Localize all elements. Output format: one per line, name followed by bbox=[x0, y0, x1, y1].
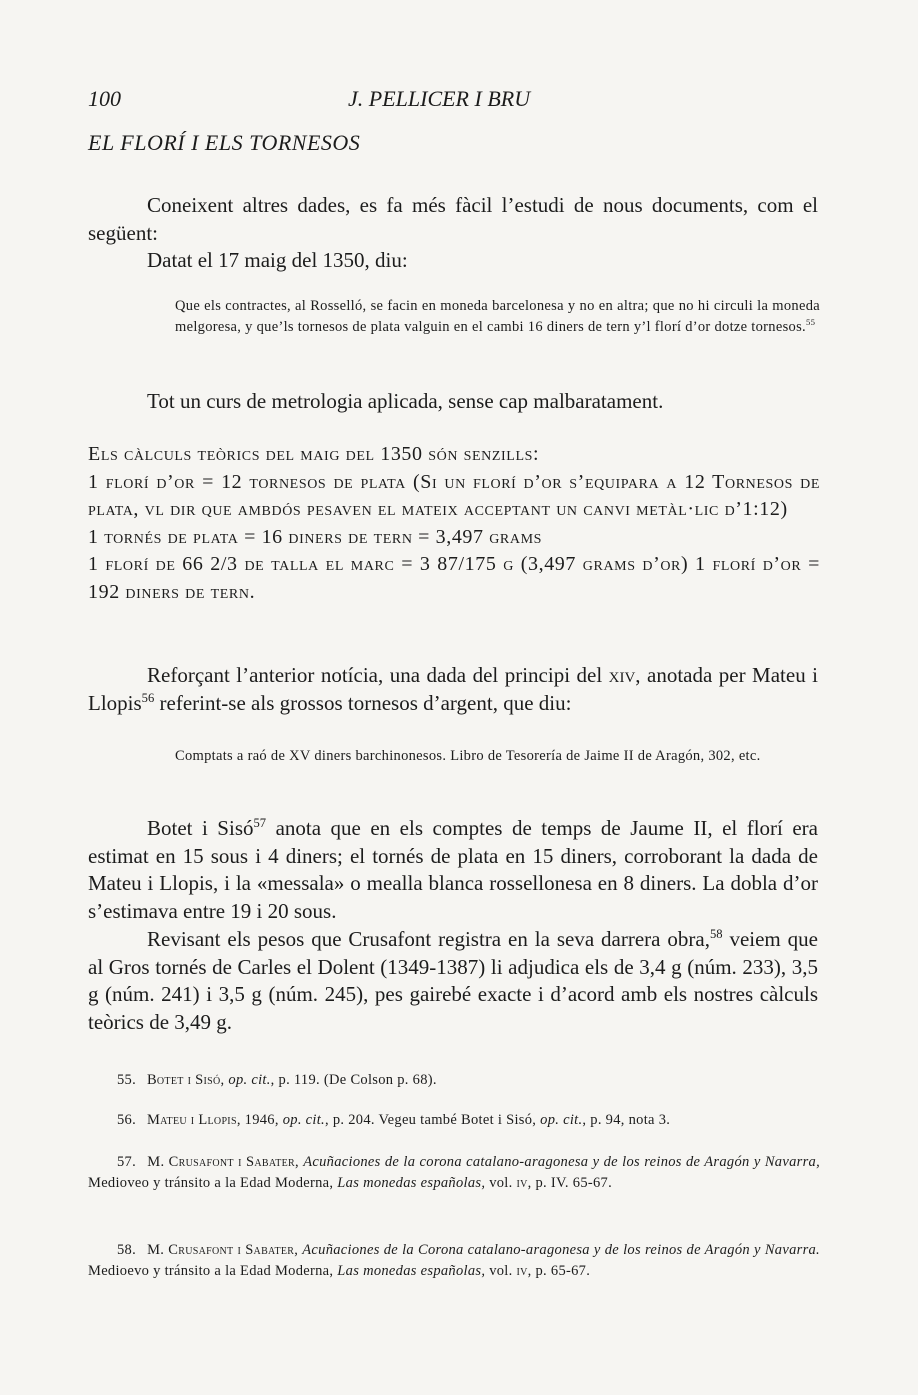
footnote-volume: iv bbox=[516, 1262, 528, 1279]
footnote-label: 55. bbox=[117, 1072, 137, 1088]
footnote-series: Las monedas españolas, bbox=[337, 1174, 486, 1191]
footnote-title: Acuñaciones de la corona catalano-aragonesa y de los reinos de Aragón y Navarra, bbox=[303, 1154, 820, 1170]
footnote-op-cit: op. cit. bbox=[540, 1112, 583, 1128]
footnote-text: , p. IV. 65-67. bbox=[527, 1174, 613, 1191]
intro-block bbox=[88, 192, 818, 275]
footnote-initial: M. bbox=[147, 1242, 169, 1258]
section-title: EL FLORÍ I ELS TORNESOS bbox=[88, 130, 361, 155]
footnote-text: Medioevo y tránsito a la Edad Moderna, bbox=[88, 1262, 338, 1279]
para-2-text-a: Reforçant l’anterior notícia, una dada del principi del bbox=[147, 663, 609, 687]
footnote-ref-58: 58 bbox=[709, 927, 723, 941]
para-4-text-a: Revisant els pesos que Crusafont registra en la seva darrera obra, bbox=[147, 927, 710, 951]
footnote-57 bbox=[88, 1152, 820, 1193]
footnote-volume: iv bbox=[516, 1174, 528, 1191]
footnote-ref-57: 57 bbox=[253, 816, 267, 830]
quote-1 bbox=[175, 296, 820, 338]
comment-block bbox=[88, 388, 818, 416]
footnote-label: 58. bbox=[117, 1242, 137, 1258]
comment-paragraph: Tot un curs de metrologia aplicada, sense cap malbaratament. bbox=[147, 389, 664, 413]
footnote-rest: , p. 119. (De Colson p. 68). bbox=[270, 1072, 437, 1088]
footnote-ref-56: 56 bbox=[141, 690, 155, 705]
running-head-author: J. PELLICER I BRU bbox=[348, 86, 531, 111]
footnote-label: 57. bbox=[117, 1154, 137, 1170]
para-2-text-b: , anotada per Mateu i Llopis bbox=[88, 663, 818, 715]
calc-line-florin: 1 florí d’or = 12 tornesos de plata (Si un florí d’or s’equipara a 12 Tornesos de plata, vl dir que ambdós pesaven el mateix acceptant un canvi metàl·lic d’1:12) bbox=[88, 470, 820, 520]
intro-date-line: Datat el 17 maig del 1350, diu: bbox=[147, 248, 408, 272]
calc-heading: Els càlculs teòrics del maig del 1350 són senzills: bbox=[88, 443, 540, 465]
footnote-author: Mateu i Llopis bbox=[146, 1112, 237, 1128]
quote-2-text: Comptats a raó de XV diners barchinonesos. Libro de Tesorería de Jaime II de Aragón, 302, etc. bbox=[175, 748, 761, 764]
footnote-text: , p. 94, nota 3. bbox=[582, 1112, 671, 1128]
footnote-58 bbox=[88, 1240, 820, 1281]
footnote-author: Botet i Sisó, bbox=[146, 1072, 225, 1088]
para-2-text-c: referint-se als grossos tornesos d’argent, que diu: bbox=[154, 690, 572, 715]
para-3-text-b: anota que en els comptes de temps de Jaume II, el florí era estimat en 15 sous i 4 diners; el tornés de plata en 15 diners, corroborant la dada de Mateu i Llopis, i la «messala» o mealla blanca rossellonesa en 8 diners. La dobla d’or s’estimava entre 19 i 20 sous. bbox=[88, 816, 818, 923]
footnote-author: Crusafont i Sabater, bbox=[168, 1242, 299, 1258]
footnote-op-cit: op. cit. bbox=[228, 1072, 271, 1088]
footnote-ref-55: 55 bbox=[805, 317, 816, 328]
paragraph-2 bbox=[88, 662, 818, 717]
page-number: 100 bbox=[88, 86, 121, 111]
quote-1-text: Que els contractes, al Rosselló, se facin en moneda barcelonesa y no en altra; que no hi circuli la moneda melgoresa, y que’ls tornesos de plata valguin en el cambi 16 diners de tern y’l florí d’or dotze tornesos. bbox=[175, 298, 820, 335]
footnote-text: , 1946, bbox=[236, 1112, 283, 1128]
para-4-text-b: veiem que al Gros tornés de Carles el Dolent (1349-1387) li adjudica els de 3,4 g (núm. 233), 3,5 g (núm. 241) i 3,5 g (núm. 245), pes gairebé exacte i d’acord amb els nostres càlculs teòrics de 3,49 g. bbox=[88, 927, 818, 1034]
footnote-title: Acuñaciones de la Corona catalano-aragonesa y de los reinos de Aragón y Navarra. bbox=[302, 1242, 820, 1258]
quote-2 bbox=[175, 746, 820, 767]
footnote-op-cit: op. cit. bbox=[282, 1112, 325, 1128]
paragraph-4 bbox=[88, 926, 818, 1036]
footnote-text: , p. 204. Vegeu també Botet i Sisó, bbox=[325, 1112, 541, 1128]
footnote-text: Medioveo y tránsito a la Edad Moderna, bbox=[88, 1174, 338, 1191]
century-numeral: xiv bbox=[608, 663, 636, 687]
footnote-56 bbox=[88, 1110, 820, 1131]
footnote-initial: M. bbox=[147, 1154, 169, 1170]
paragraph-3 bbox=[88, 815, 818, 925]
footnote-text: , p. 65-67. bbox=[527, 1262, 591, 1279]
intro-paragraph: Coneixent altres dades, es fa més fàcil l’estudi de nous documents, com el següent: bbox=[88, 193, 818, 245]
footnote-text: vol. bbox=[485, 1262, 517, 1279]
footnote-55 bbox=[88, 1070, 820, 1091]
para-3-text-a: Botet i Sisó bbox=[147, 816, 254, 840]
footnotes bbox=[88, 1070, 820, 1300]
calc-line-weight: 1 florí de 66 2/3 de talla el marc = 3 87/175 g (3,497 grams d’or) 1 florí d’or = 192 diners de tern. bbox=[88, 553, 820, 603]
footnote-label: 56. bbox=[117, 1112, 137, 1128]
footnote-text: vol. bbox=[485, 1174, 517, 1191]
calc-line-tornes: 1 tornés de plata = 16 diners de tern = 3,497 grams bbox=[88, 525, 543, 548]
calculations-block bbox=[88, 441, 820, 606]
footnote-author: Crusafont i Sabater, bbox=[168, 1154, 299, 1170]
footnote-series: Las monedas españolas, bbox=[337, 1262, 486, 1279]
